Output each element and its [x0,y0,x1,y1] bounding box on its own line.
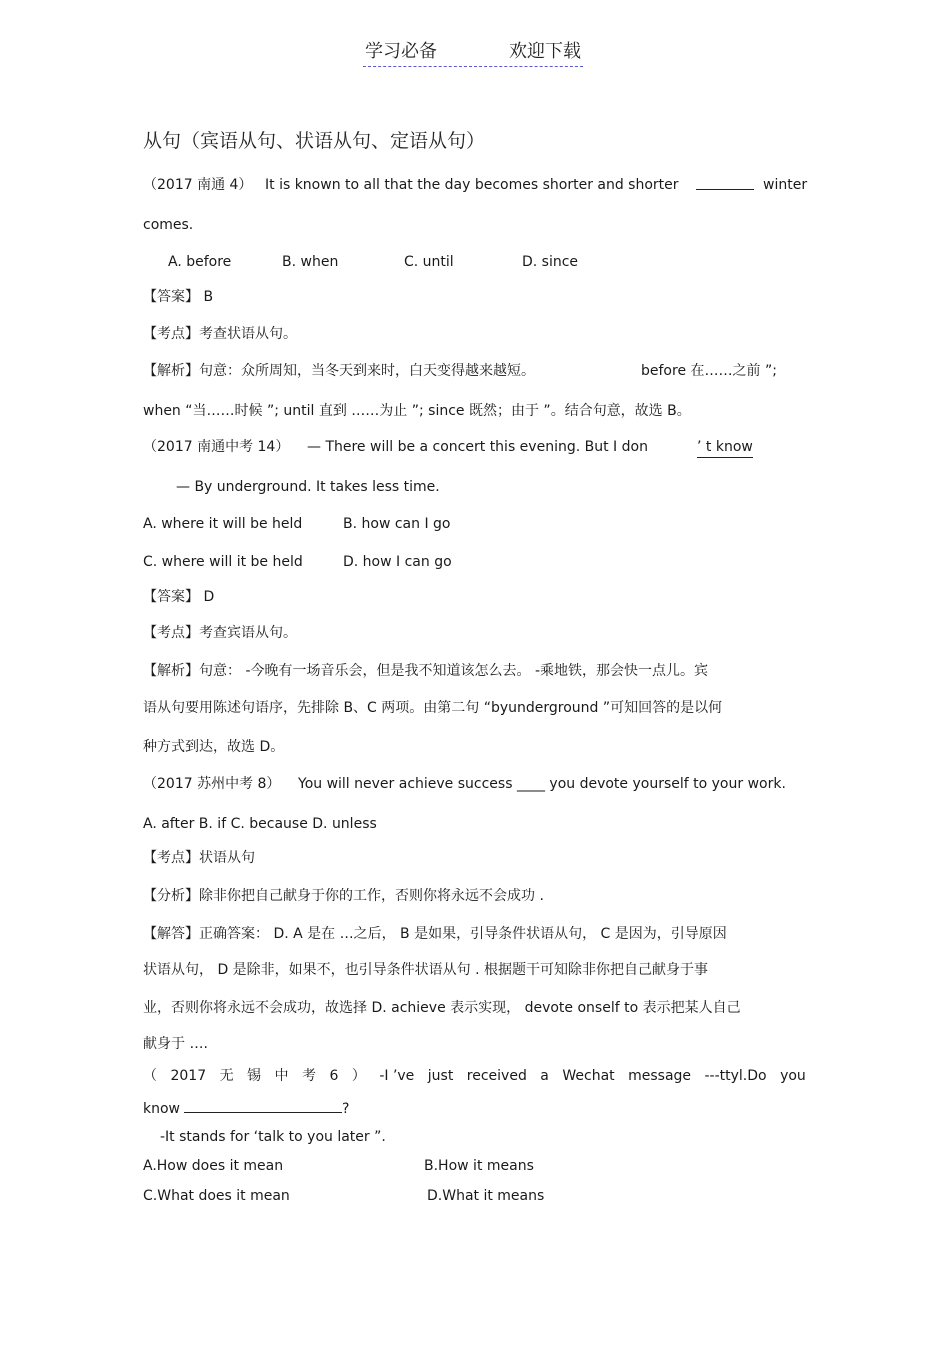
q4-know: know [143,1101,180,1117]
q3-analysis: 【分析】除非你把自己献身于你的工作，否则你将永远不会成功 . [143,888,544,904]
q1-blank [696,175,754,196]
q4-question-mark: ? [342,1101,350,1117]
q1-option-d: D. since [522,254,579,270]
q3-solution: 【解答】正确答案： D. A 是在 …之后， B 是如果，引导条件状语从句， C 是因为，引导原因 [143,926,727,942]
q1-option-c: C. until [404,254,454,270]
q4-word: you [780,1068,806,1084]
q1-analysis-cont: when “当……时候 ”; until 直到 ……为止 ”; since 既然；由于 ”。结合句意，故选 B。 [143,403,691,419]
q1-stem: It is known to all that the day becomes shorter and shorter [265,177,679,193]
q1-option-a: A. before [168,254,232,270]
q3-solution-3: 业，否则你将永远不会成功，故选择 D. achieve 表示实现， devote onself to 表示把某人自己 [143,1000,741,1016]
q3-solution-4: 献身于 …. [143,1036,208,1052]
q2-analysis-cont: 语从句要用陈述句语序，先排除 B、C 两项。由第二句 “byunderground ”可知回答的是以何 [143,700,723,716]
q4-word: ） [351,1068,366,1084]
q4-source-line [143,1066,806,1086]
q2-analysis-end: 种方式到达，故选 D。 [143,739,285,755]
q4-reply: -It stands for ‘talk to you later ”. [160,1129,386,1145]
q3-solution-2: 状语从句， D 是除非，如果不，也引导条件状语从句 . 根据题干可知除非你把自己献身于事 [143,962,709,978]
q3-stem: You will never achieve success ____ you devote yourself to your work. [298,776,786,792]
q4-word: 考 [301,1068,316,1084]
q4-word: received [466,1068,527,1084]
q2-option-d: D. how I can go [343,554,452,570]
q4-option-a: A.How does it mean [143,1158,284,1174]
q1-answer: 【答案】 B [143,289,214,305]
q4-word: 无 [219,1068,234,1084]
q1-point: 【考点】考查状语从句。 [143,326,297,342]
q2-option-b: B. how can I go [343,516,451,532]
q1-analysis-before: before 在……之前 ”; [641,363,777,379]
q4-option-d: D.What it means [427,1188,545,1204]
q4-word: 2017 [170,1068,207,1084]
q1-stem-cont: comes. [143,217,194,233]
q1-source: （2017 南通 4） [143,177,253,193]
q4-option-b: B.How it means [424,1158,534,1174]
q3-source: （2017 苏州中考 8） [143,776,281,792]
q2-point: 【考点】考查宾语从句。 [143,625,297,641]
q3-point: 【考点】状语从句 [143,850,255,866]
q2-source: （2017 南通中考 14） [143,439,290,455]
q4-option-c: C.What does it mean [143,1188,290,1204]
q2-option-a: A. where it will be held [143,516,303,532]
q2-option-c: C. where will it be held [143,554,303,570]
q4-word: 6 [329,1068,339,1084]
q4-word: （ [143,1068,157,1084]
q4-word: Wechat [562,1068,615,1084]
q4-word: a [540,1068,549,1084]
q1-option-b: B. when [282,254,339,270]
q4-word: message [628,1068,692,1084]
q2-stem-end: ’ t know [697,437,753,458]
q1-analysis: 【解析】句意：众所周知，当冬天到来时，白天变得越来越短。 [143,363,535,379]
q4-word: 锡 [247,1068,262,1084]
q2-reply: — By underground. It takes less time. [176,479,440,495]
header-left: 学习必备 [365,41,437,62]
q1-stem-end: winter [763,177,808,193]
q2-answer: 【答案】 D [143,589,215,605]
q4-word: 中 [274,1068,289,1084]
page-title: 从句（宾语从句、状语从句、定语从句） [143,130,486,152]
q4-word: ---ttyl.Do [704,1068,767,1084]
q4-word: just [427,1068,454,1084]
q3-options: A. after B. if C. because D. unless [143,816,377,832]
q2-analysis: 【解析】句意： -今晚有一场音乐会，但是我不知道该怎么去。 -乘地铁，那会快一点儿。宾 [143,663,709,679]
page-header [363,40,583,67]
q4-word: -I ’ve [379,1068,415,1084]
header-right: 欢迎下载 [509,41,581,62]
q2-stem: — There will be a concert this evening. But I don [307,439,648,455]
q4-stem-cont [143,1098,349,1119]
